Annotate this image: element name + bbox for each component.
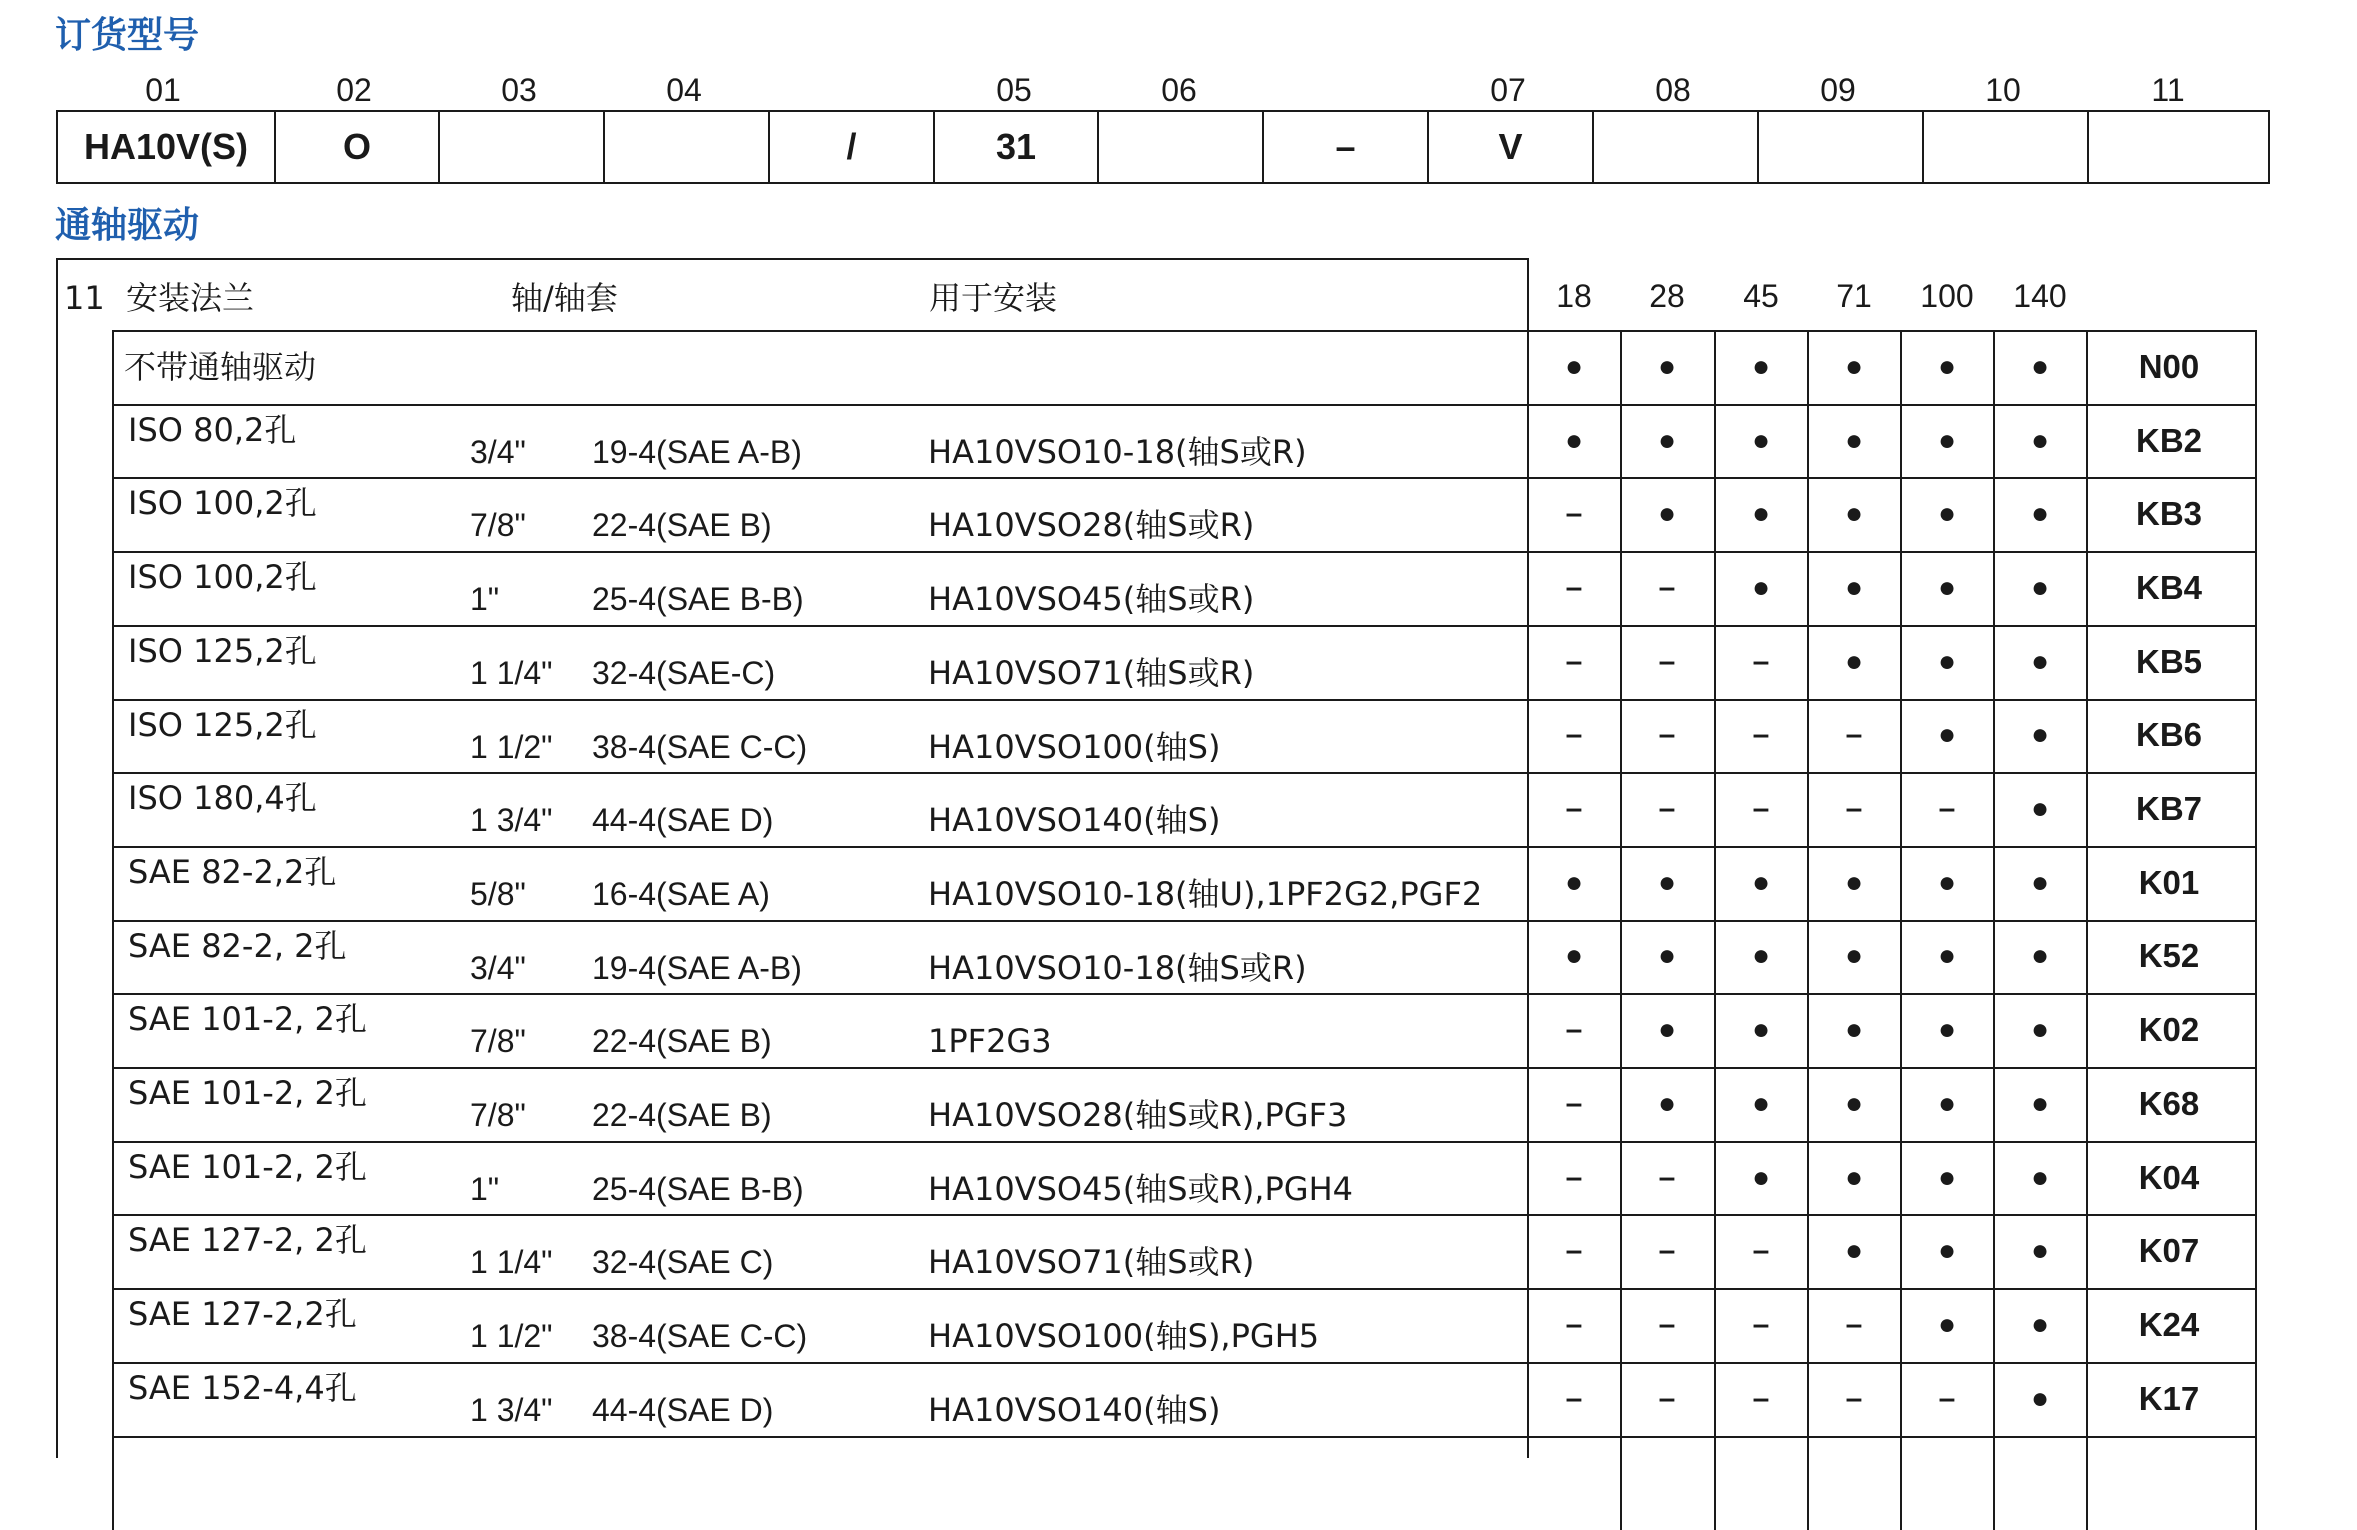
available-dot: ●	[1751, 1087, 1771, 1120]
row-use: HA10VSO71(轴S或R)	[928, 654, 1255, 692]
available-dot: ●	[1844, 1013, 1864, 1046]
not-available-dash: –	[1565, 1161, 1583, 1194]
available-dot: ●	[1937, 1013, 1957, 1046]
available-dot: ●	[1657, 424, 1677, 457]
size-label: 18	[1556, 278, 1592, 314]
table-left-rule	[56, 258, 58, 1458]
available-dot: ●	[2030, 939, 2050, 972]
order-code-cell	[1594, 112, 1759, 182]
table-top-rule	[56, 258, 1529, 260]
not-available-dash: –	[1845, 1382, 1863, 1415]
available-dot: ●	[2030, 792, 2050, 825]
ordering-code: K01	[2138, 864, 2200, 901]
available-dot: ●	[2030, 1382, 2050, 1415]
order-position-number: 05	[996, 72, 1032, 108]
row-flange: SAE 127-2,2孔	[128, 1295, 357, 1333]
row-shaft: 1 3/4"	[470, 1392, 553, 1428]
available-dot: ●	[2030, 350, 2050, 383]
available-dot: ●	[2030, 718, 2050, 751]
row-spline: 38-4(SAE C-C)	[592, 729, 808, 765]
row-spline: 32-4(SAE-C)	[592, 655, 776, 691]
available-dot: ●	[2030, 1308, 2050, 1341]
available-dot: ●	[1657, 939, 1677, 972]
row-spline: 19-4(SAE A-B)	[592, 434, 802, 470]
not-available-dash: –	[1565, 1308, 1583, 1341]
ordering-code: KB3	[2135, 495, 2203, 532]
row-rule	[112, 1288, 2257, 1290]
order-position-number: 02	[336, 72, 372, 108]
available-dot: ●	[1844, 866, 1864, 899]
order-code-cell	[1924, 112, 2089, 182]
size-label: 71	[1836, 278, 1872, 314]
row-use: HA10VSO45(轴S或R),PGH4	[928, 1170, 1353, 1208]
ordering-code: KB5	[2135, 643, 2203, 680]
row-rule	[112, 920, 2257, 922]
not-available-dash: –	[1658, 718, 1676, 751]
available-dot: ●	[1844, 645, 1864, 678]
row-rule	[112, 993, 2257, 995]
not-available-dash: –	[1752, 792, 1770, 825]
row-use: HA10VSO28(轴S或R),PGF3	[928, 1096, 1348, 1134]
available-dot: ●	[1751, 571, 1771, 604]
not-available-dash: –	[1845, 792, 1863, 825]
row-spline: 44-4(SAE D)	[592, 1392, 774, 1428]
row-use: HA10VSO100(轴S),PGH5	[928, 1317, 1320, 1355]
row-shaft: 1 1/4"	[470, 1244, 553, 1280]
row-flange: SAE 101-2, 2孔	[128, 1148, 367, 1186]
available-dot: ●	[1844, 350, 1864, 383]
available-dot: ●	[1937, 1161, 1957, 1194]
size-label: 140	[2013, 278, 2067, 314]
not-available-dash: –	[1752, 1382, 1770, 1415]
available-dot: ●	[1937, 571, 1957, 604]
row-rule	[112, 404, 2257, 406]
available-dot: ●	[1937, 350, 1957, 383]
not-available-dash: –	[1658, 1308, 1676, 1341]
not-available-dash: –	[1565, 792, 1583, 825]
row-shaft: 1 1/2"	[470, 729, 553, 765]
available-dot: ●	[1751, 866, 1771, 899]
available-dot: ●	[2030, 645, 2050, 678]
row-shaft: 7/8"	[470, 1097, 526, 1133]
row-shaft: 3/4"	[470, 950, 526, 986]
not-available-dash: –	[1752, 1234, 1770, 1267]
header-use: 用于安装	[929, 279, 1058, 317]
available-dot: ●	[1657, 1013, 1677, 1046]
table-right-rule	[2255, 330, 2257, 1530]
row-rule	[112, 846, 2257, 848]
available-dot: ●	[1937, 645, 1957, 678]
row-use: HA10VSO10-18(轴S或R)	[928, 433, 1307, 471]
order-position-number: 07	[1490, 72, 1526, 108]
header-flange: 安装法兰	[126, 279, 255, 317]
available-dot: ●	[1844, 939, 1864, 972]
not-available-dash: –	[1752, 645, 1770, 678]
available-dot: ●	[2030, 497, 2050, 530]
ordering-code: K24	[2138, 1306, 2200, 1343]
order-code-cell: HA10V(S)	[58, 112, 276, 182]
ordering-code: KB6	[2135, 716, 2203, 753]
available-dot: ●	[1564, 350, 1584, 383]
available-dot: ●	[2030, 1087, 2050, 1120]
available-dot: ●	[1657, 350, 1677, 383]
order-position-number: 06	[1161, 72, 1197, 108]
row-spline: 22-4(SAE B)	[592, 1023, 772, 1059]
row-rule	[112, 551, 2257, 553]
order-code-box	[56, 110, 2270, 184]
available-dot: ●	[1937, 1234, 1957, 1267]
not-available-dash: –	[1565, 645, 1583, 678]
not-available-dash: –	[1752, 1308, 1770, 1341]
ordering-code: KB4	[2135, 569, 2203, 606]
available-dot: ●	[1751, 424, 1771, 457]
ordering-code: KB2	[2135, 422, 2203, 459]
ordering-code: KB7	[2135, 790, 2203, 827]
not-available-dash: –	[1565, 497, 1583, 530]
through-drive-heading: 通轴驱动	[55, 205, 200, 246]
row-spline: 38-4(SAE C-C)	[592, 1318, 808, 1354]
row-spline: 19-4(SAE A-B)	[592, 950, 802, 986]
available-dot: ●	[1751, 1013, 1771, 1046]
not-available-dash: –	[1565, 718, 1583, 751]
not-available-dash: –	[1565, 1013, 1583, 1046]
row-flange: ISO 80,2孔	[128, 411, 297, 449]
row-flange: ISO 125,2孔	[128, 706, 317, 744]
row-rule	[112, 625, 2257, 627]
not-available-dash: –	[1938, 792, 1956, 825]
row-use: 1PF2G3	[928, 1022, 1052, 1060]
row-rule	[112, 1214, 2257, 1216]
row-flange: SAE 101-2, 2孔	[128, 1000, 367, 1038]
row-use: HA10VSO10-18(轴S或R)	[928, 949, 1307, 987]
ordering-code: K04	[2138, 1159, 2200, 1196]
size-label: 45	[1743, 278, 1779, 314]
not-available-dash: –	[1565, 1087, 1583, 1120]
not-available-dash: –	[1658, 1234, 1676, 1267]
row-rule	[112, 772, 2257, 774]
available-dot: ●	[1937, 1087, 1957, 1120]
row-rule	[112, 1436, 2257, 1438]
row-rule	[112, 1067, 2257, 1069]
available-dot: ●	[2030, 1161, 2050, 1194]
not-available-dash: –	[1658, 571, 1676, 604]
not-available-dash: –	[1565, 1234, 1583, 1267]
not-available-dash: –	[1565, 571, 1583, 604]
order-code-cell: –	[1264, 112, 1429, 182]
row-flange: 不带通轴驱动	[124, 348, 317, 386]
available-dot: ●	[1844, 497, 1864, 530]
row-spline: 25-4(SAE B-B)	[592, 1171, 804, 1207]
available-dot: ●	[1937, 718, 1957, 751]
row-shaft: 7/8"	[470, 507, 526, 543]
not-available-dash: –	[1752, 718, 1770, 751]
available-dot: ●	[1844, 424, 1864, 457]
available-dot: ●	[1751, 497, 1771, 530]
order-position-number: 11	[2151, 72, 2185, 108]
row-shaft: 1 1/2"	[470, 1318, 553, 1354]
order-code-cell: O	[276, 112, 440, 182]
size-label: 28	[1649, 278, 1685, 314]
available-dot: ●	[1751, 350, 1771, 383]
row-flange: SAE 82-2,2孔	[128, 853, 337, 891]
row-shaft: 1"	[470, 1171, 500, 1207]
order-position-number: 08	[1655, 72, 1691, 108]
available-dot: ●	[2030, 866, 2050, 899]
row-spline: 22-4(SAE B)	[592, 1097, 772, 1133]
row-use: HA10VSO140(轴S)	[928, 801, 1221, 839]
not-available-dash: –	[1938, 1382, 1956, 1415]
header-bottom-rule	[112, 330, 2257, 332]
order-position-number: 03	[501, 72, 537, 108]
row-use: HA10VSO45(轴S或R)	[928, 580, 1255, 618]
header-shaft: 轴/轴套	[511, 279, 618, 317]
not-available-dash: –	[1845, 1308, 1863, 1341]
row-rule	[112, 477, 2257, 479]
available-dot: ●	[1564, 866, 1584, 899]
available-dot: ●	[1751, 939, 1771, 972]
row-shaft: 5/8"	[470, 876, 526, 912]
available-dot: ●	[1751, 1161, 1771, 1194]
available-dot: ●	[1564, 939, 1584, 972]
row-use: HA10VSO140(轴S)	[928, 1391, 1221, 1429]
not-available-dash: –	[1658, 645, 1676, 678]
available-dot: ●	[1844, 1161, 1864, 1194]
order-code-cell	[1759, 112, 1924, 182]
not-available-dash: –	[1658, 1382, 1676, 1415]
available-dot: ●	[1657, 866, 1677, 899]
row-spline: 32-4(SAE C)	[592, 1244, 774, 1280]
available-dot: ●	[1937, 497, 1957, 530]
row-shaft: 3/4"	[470, 434, 526, 470]
row-use: HA10VSO71(轴S或R)	[928, 1243, 1255, 1281]
row-shaft: 7/8"	[470, 1023, 526, 1059]
position-label: 11	[64, 279, 105, 317]
not-available-dash: –	[1658, 792, 1676, 825]
order-position-number: 01	[145, 72, 181, 108]
available-dot: ●	[1564, 424, 1584, 457]
size-column-rule	[2086, 330, 2088, 1530]
row-spline: 44-4(SAE D)	[592, 802, 774, 838]
row-flange: SAE 82-2, 2孔	[128, 927, 347, 965]
available-dot: ●	[2030, 571, 2050, 604]
ordering-code: K02	[2138, 1011, 2200, 1048]
available-dot: ●	[1937, 866, 1957, 899]
row-flange: ISO 180,4孔	[128, 779, 317, 817]
available-dot: ●	[1844, 1234, 1864, 1267]
ordering-code: N00	[2138, 348, 2200, 385]
available-dot: ●	[1937, 1308, 1957, 1341]
row-spline: 16-4(SAE A)	[592, 876, 770, 912]
row-spline: 22-4(SAE B)	[592, 507, 772, 543]
available-dot: ●	[1657, 1087, 1677, 1120]
row-rule	[112, 699, 2257, 701]
row-use: HA10VSO100(轴S)	[928, 728, 1221, 766]
order-code-cell: V	[1429, 112, 1594, 182]
not-available-dash: –	[1658, 1161, 1676, 1194]
order-code-cell	[1099, 112, 1264, 182]
available-dot: ●	[1844, 1087, 1864, 1120]
order-code-cell	[440, 112, 605, 182]
available-dot: ●	[1844, 571, 1864, 604]
row-flange: ISO 100,2孔	[128, 558, 317, 596]
row-rule	[112, 1141, 2257, 1143]
not-available-dash: –	[1845, 718, 1863, 751]
ordering-code: K68	[2138, 1085, 2200, 1122]
row-shaft: 1 3/4"	[470, 802, 553, 838]
row-rule	[112, 1362, 2257, 1364]
ordering-code: K52	[2138, 937, 2200, 974]
ordering-code: K07	[2138, 1232, 2200, 1269]
row-shaft: 1"	[470, 581, 500, 617]
row-use: HA10VSO10-18(轴U),1PF2G2,PGF2	[928, 875, 1483, 913]
available-dot: ●	[1937, 939, 1957, 972]
order-code-cell	[605, 112, 770, 182]
row-flange: ISO 125,2孔	[128, 632, 317, 670]
order-position-number: 10	[1985, 72, 2021, 108]
order-position-number: 04	[666, 72, 702, 108]
row-flange: SAE 127-2, 2孔	[128, 1221, 367, 1259]
order-code-cell: /	[770, 112, 935, 182]
row-flange: SAE 101-2, 2孔	[128, 1074, 367, 1112]
not-available-dash: –	[1565, 1382, 1583, 1415]
size-label: 100	[1920, 278, 1974, 314]
order-position-number: 09	[1820, 72, 1856, 108]
through-drive-table	[56, 258, 2257, 1458]
available-dot: ●	[2030, 424, 2050, 457]
row-flange: SAE 152-4,4孔	[128, 1369, 357, 1407]
available-dot: ●	[2030, 1013, 2050, 1046]
row-spline: 25-4(SAE B-B)	[592, 581, 804, 617]
row-shaft: 1 1/4"	[470, 655, 553, 691]
available-dot: ●	[1657, 497, 1677, 530]
ordering-code: K17	[2138, 1380, 2200, 1417]
row-flange: ISO 100,2孔	[128, 484, 317, 522]
order-code-cell: 31	[935, 112, 1099, 182]
row-use: HA10VSO28(轴S或R)	[928, 506, 1255, 544]
available-dot: ●	[1937, 424, 1957, 457]
order-code-heading: 订货型号	[55, 15, 200, 56]
position-column-rule	[112, 330, 114, 1530]
order-code-cell	[2089, 112, 2268, 182]
available-dot: ●	[2030, 1234, 2050, 1267]
